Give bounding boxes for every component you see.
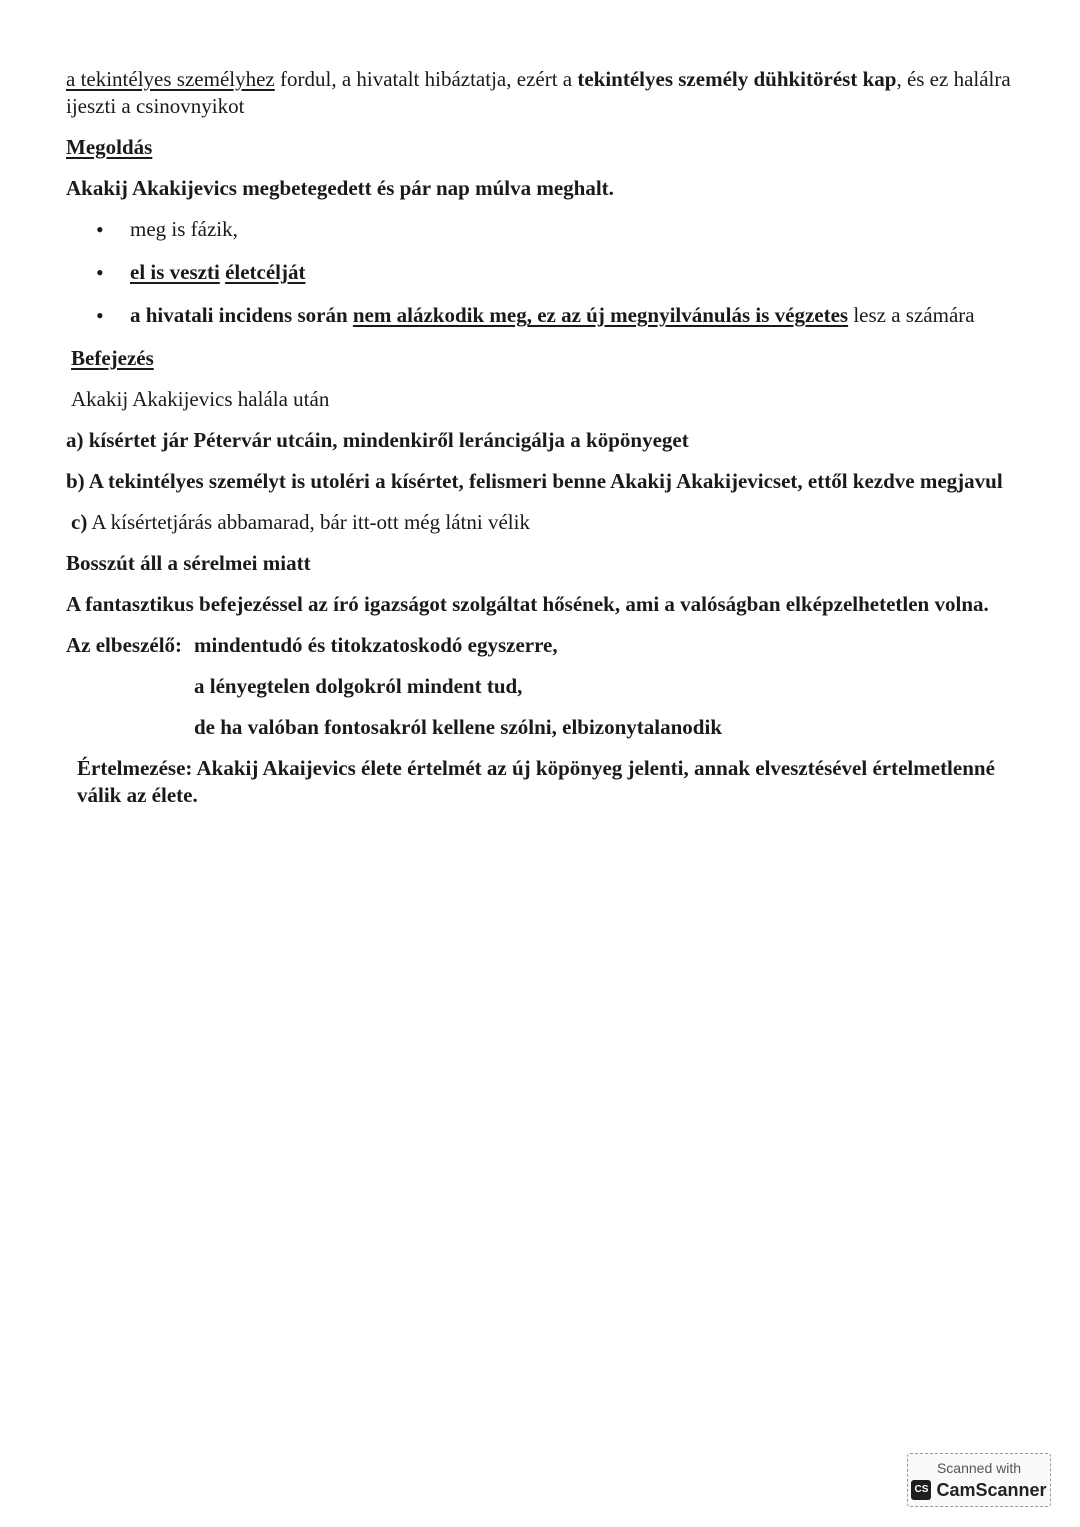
intro-text-1: fordul, a hivatalt hibáztatja, ezért a xyxy=(274,67,578,91)
bullet-3-text-c: lesz a számára xyxy=(848,303,975,327)
befejezes-heading: Befejezés xyxy=(71,346,154,370)
bullet-item-3 xyxy=(66,302,1026,329)
revenge-line xyxy=(66,550,1026,577)
narrator-label-spacer xyxy=(66,673,194,700)
document-page xyxy=(66,66,1026,823)
bullet-item-2 xyxy=(66,259,1026,286)
bullet-dot-icon: • xyxy=(96,303,104,328)
interpretation-label: Értelmezése: xyxy=(77,756,193,780)
bullet-2-text-b: életcélját xyxy=(225,260,306,284)
befejezes-item-c xyxy=(66,509,1026,536)
bullet-dot-icon: • xyxy=(96,217,104,242)
bullet-1-text: meg is fázik, xyxy=(130,217,238,241)
bullet-3-text-a: a hivatali incidens során xyxy=(130,303,353,327)
narrator-row-3 xyxy=(66,714,1026,741)
intro-paragraph xyxy=(66,66,1026,120)
befejezes-item-c-text: A kísértetjárás abbamarad, bár itt-ott még látni vélik xyxy=(87,510,530,534)
narrator-line-2: a lényegtelen dolgokról mindent tud, xyxy=(194,674,523,698)
narrator-line-1: mindentudó és titokzatoskodó egyszerre, xyxy=(194,633,558,657)
befejezes-item-a xyxy=(66,427,1026,454)
befejezes-lead: Akakij Akakijevics halála után xyxy=(71,387,330,411)
narrator-row-2 xyxy=(66,673,1026,700)
narrator-label: Az elbeszélő: xyxy=(66,633,183,657)
watermark-top-text: Scanned with xyxy=(936,1460,1022,1476)
befejezes-item-b xyxy=(66,468,1026,495)
megoldas-heading: Megoldás xyxy=(66,135,153,159)
interpretation-paragraph xyxy=(66,755,1026,809)
befejezes-item-a-text: a) kísértet jár Pétervár utcáin, mindenkiről leráncigálja a köpönyeget xyxy=(66,428,689,452)
intro-underlined-phrase: a tekintélyes személyhez xyxy=(66,67,275,91)
bullet-dot-icon: • xyxy=(96,260,104,285)
watermark-brand-name: CamScanner xyxy=(936,1480,1047,1500)
befejezes-item-c-label: c) xyxy=(71,510,88,534)
intro-text-2: , és ez halálra ijeszti a csinovnyikot xyxy=(66,67,1011,118)
interpretation-text: Akakij Akaijevics élete értelmét az új köpönyeg jelenti, annak elvesztésével értelmetlenné válik az élete. xyxy=(77,756,995,807)
bullet-item-1 xyxy=(66,216,1026,243)
watermark-brand xyxy=(908,1479,1050,1501)
megoldas-lead xyxy=(66,175,1026,202)
narrator-line-3: de ha valóban fontosakról kellene szólni, elbizonytalanodik xyxy=(194,715,722,739)
narrator-label-spacer xyxy=(66,714,194,741)
bullet-3-text-b: nem alázkodik meg, ez az új megnyilvánulás is végzetes xyxy=(352,303,849,327)
narrator-row-1 xyxy=(66,632,1026,659)
intro-bold-phrase: tekintélyes személy dühkitörést kap xyxy=(577,67,897,91)
fantastic-text: A fantasztikus befejezéssel az író igazságot szolgáltat hősének, ami a valóságban elképzelhetetlen volna. xyxy=(66,592,989,616)
megoldas-lead-text: Akakij Akakijevics megbetegedett és pár nap múlva meghalt. xyxy=(66,176,614,200)
revenge-text: Bosszút áll a sérelmei miatt xyxy=(66,551,311,575)
befejezes-item-b-text: b) A tekintélyes személyt is utoléri a kísértet, felismeri benne Akakij Akakijevicset, ettől kezdve megjavul xyxy=(66,469,1003,493)
fantastic-paragraph xyxy=(66,591,1026,618)
megoldas-bullet-list xyxy=(66,216,1026,329)
camscanner-watermark xyxy=(907,1453,1051,1507)
bullet-2-text-a: el is veszti xyxy=(130,260,220,284)
camscanner-logo-icon: CS xyxy=(911,1480,931,1500)
